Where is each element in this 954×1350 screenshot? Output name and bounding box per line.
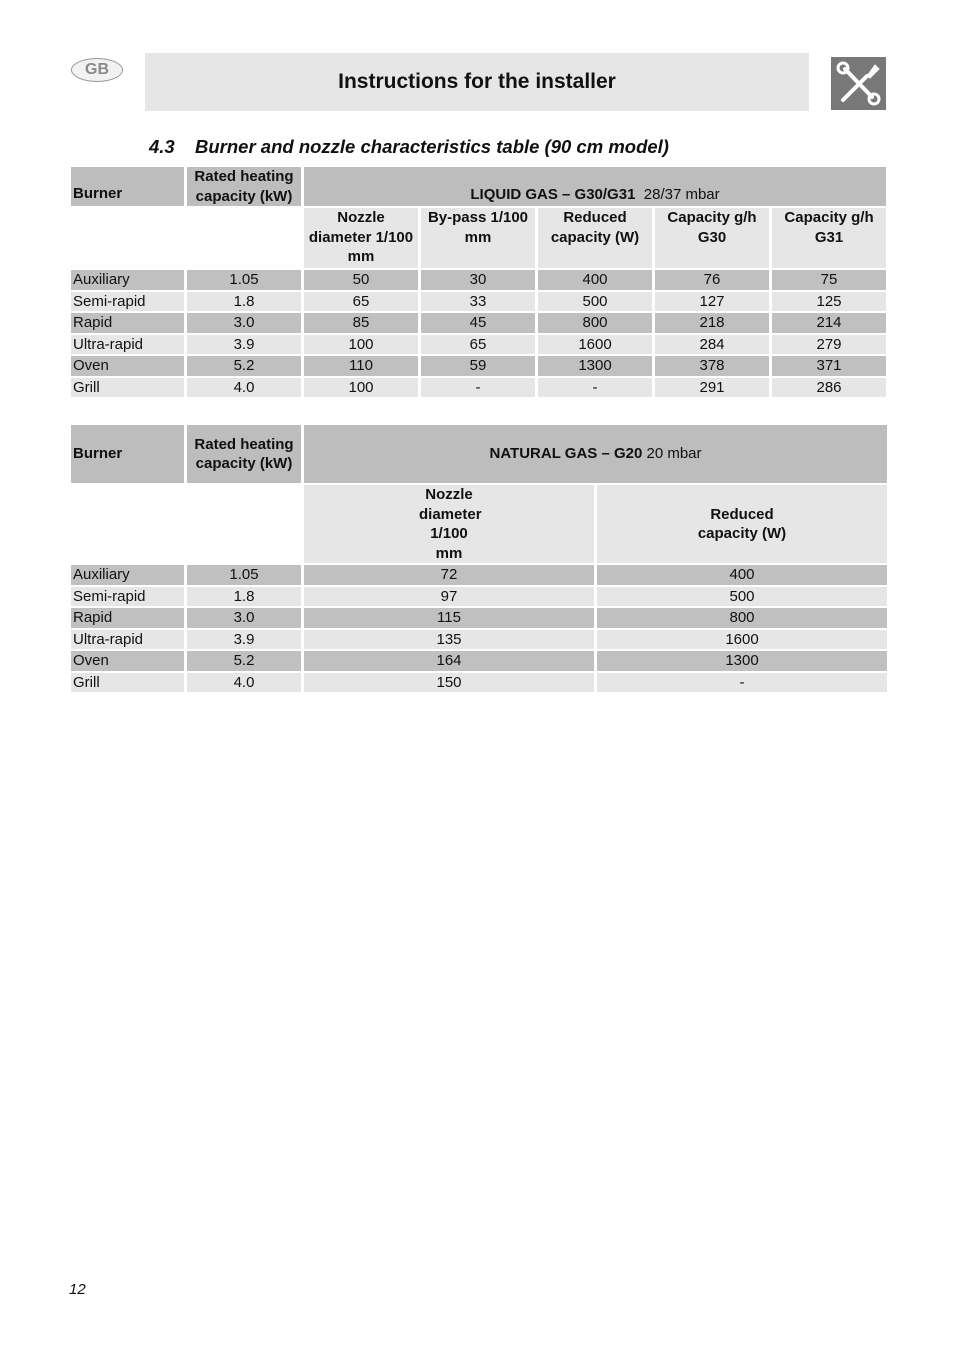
natural-gas-title: [304, 425, 887, 483]
table-row: [71, 587, 887, 607]
table-row: [71, 356, 886, 376]
burner-name: Grill: [71, 378, 184, 398]
table-cell: 3.9: [187, 335, 301, 355]
burner-name: Semi-rapid: [71, 292, 184, 312]
table-row: [71, 608, 887, 628]
section-heading: [149, 136, 669, 158]
table-cell: 5.2: [187, 356, 301, 376]
gas-title: LIQUID GAS – G30/G31: [470, 185, 636, 203]
empty-cell: [71, 485, 184, 563]
table-cell: 400: [538, 270, 652, 290]
table-cell: 115: [304, 608, 594, 628]
table-cell: 3.0: [187, 608, 301, 628]
table-cell: 218: [655, 313, 769, 333]
table-cell: 284: [655, 335, 769, 355]
table-cell: 291: [655, 378, 769, 398]
table-cell: 164: [304, 651, 594, 671]
table-cell: 500: [538, 292, 652, 312]
table-row: [71, 378, 886, 398]
rated-capacity-header: Rated heating capacity (kW): [187, 425, 301, 483]
page-title: Instructions for the installer: [338, 70, 616, 93]
burner-name: Oven: [71, 356, 184, 376]
table-row: [71, 292, 886, 312]
table-cell: 800: [538, 313, 652, 333]
gas-pressure: 28/37 mbar: [643, 185, 720, 203]
table-cell: 371: [772, 356, 886, 376]
table-cell: 72: [304, 565, 594, 585]
table-cell: 4.0: [187, 378, 301, 398]
table-row: [71, 335, 886, 355]
table-cell: 1300: [538, 356, 652, 376]
sub-header: By-pass 1/100 mm: [421, 208, 535, 268]
table-cell: 110: [304, 356, 418, 376]
table-row: [71, 630, 887, 650]
burner-name: Ultra-rapid: [71, 335, 184, 355]
table-cell: 150: [304, 673, 594, 693]
wrench-screwdriver-icon: [831, 57, 886, 110]
section-number: 4.3: [149, 136, 175, 157]
burner-name: Grill: [71, 673, 184, 693]
sub-header: Capacity g/h G30: [655, 208, 769, 268]
burner-header: Burner: [71, 167, 184, 206]
table-cell: 1300: [597, 651, 887, 671]
table-cell: 378: [655, 356, 769, 376]
table-cell: 100: [304, 335, 418, 355]
sub-header: Nozzle diameter 1/100 mm: [304, 208, 418, 268]
sub-header: Reduced capacity (W): [538, 208, 652, 268]
burner-name: Oven: [71, 651, 184, 671]
table-cell: 76: [655, 270, 769, 290]
table-cell: -: [421, 378, 535, 398]
table-cell: 59: [421, 356, 535, 376]
table-cell: 400: [597, 565, 887, 585]
gas-title: NATURAL GAS – G20: [489, 445, 643, 463]
table-cell: 33: [421, 292, 535, 312]
table-cell: 85: [304, 313, 418, 333]
table-cell: -: [597, 673, 887, 693]
table-row: [71, 651, 887, 671]
table-cell: 45: [421, 313, 535, 333]
table-cell: 500: [597, 587, 887, 607]
sub-header: Reduced capacity (W): [597, 485, 887, 563]
table-cell: 75: [772, 270, 886, 290]
rated-capacity-header: Rated heating capacity (kW): [187, 167, 301, 206]
table-cell: 1.05: [187, 565, 301, 585]
table-cell: 286: [772, 378, 886, 398]
empty-cell: [187, 485, 301, 563]
table-cell: 127: [655, 292, 769, 312]
language-badge: GB: [71, 58, 123, 82]
table-cell: 1.05: [187, 270, 301, 290]
table-cell: 65: [304, 292, 418, 312]
sub-header: Nozzle diameter 1/100 mm: [304, 485, 594, 563]
table-cell: 100: [304, 378, 418, 398]
natural-gas-table: [68, 423, 890, 694]
gas-pressure: 20 mbar: [646, 445, 702, 463]
burner-name: Rapid: [71, 608, 184, 628]
header-bar: [145, 53, 809, 111]
burner-name: Semi-rapid: [71, 587, 184, 607]
table-row: [71, 673, 887, 693]
table-cell: 1.8: [187, 292, 301, 312]
table-cell: 30: [421, 270, 535, 290]
burner-name: Auxiliary: [71, 270, 184, 290]
table-cell: 135: [304, 630, 594, 650]
burner-name: Rapid: [71, 313, 184, 333]
table-cell: 800: [597, 608, 887, 628]
table-cell: 214: [772, 313, 886, 333]
table-cell: 3.0: [187, 313, 301, 333]
table-cell: 50: [304, 270, 418, 290]
sub-header: Capacity g/h G31: [772, 208, 886, 268]
page-number: 12: [69, 1281, 86, 1298]
table-cell: 1600: [538, 335, 652, 355]
burner-name: Auxiliary: [71, 565, 184, 585]
table-row: [71, 313, 886, 333]
table-cell: 3.9: [187, 630, 301, 650]
table-cell: 1.8: [187, 587, 301, 607]
table-cell: 65: [421, 335, 535, 355]
liquid-gas-table: [68, 165, 889, 399]
table-row: [71, 565, 887, 585]
burner-header: Burner: [71, 425, 184, 483]
table-cell: 4.0: [187, 673, 301, 693]
section-title: Burner and nozzle characteristics table (90 cm model): [195, 136, 669, 157]
empty-cell: [71, 208, 184, 268]
empty-cell: [187, 208, 301, 268]
table-cell: 279: [772, 335, 886, 355]
table-cell: -: [538, 378, 652, 398]
burner-name: Ultra-rapid: [71, 630, 184, 650]
table-row: [71, 270, 886, 290]
liquid-gas-title: [304, 167, 886, 206]
table-cell: 5.2: [187, 651, 301, 671]
table-cell: 125: [772, 292, 886, 312]
table-cell: 1600: [597, 630, 887, 650]
table-cell: 97: [304, 587, 594, 607]
